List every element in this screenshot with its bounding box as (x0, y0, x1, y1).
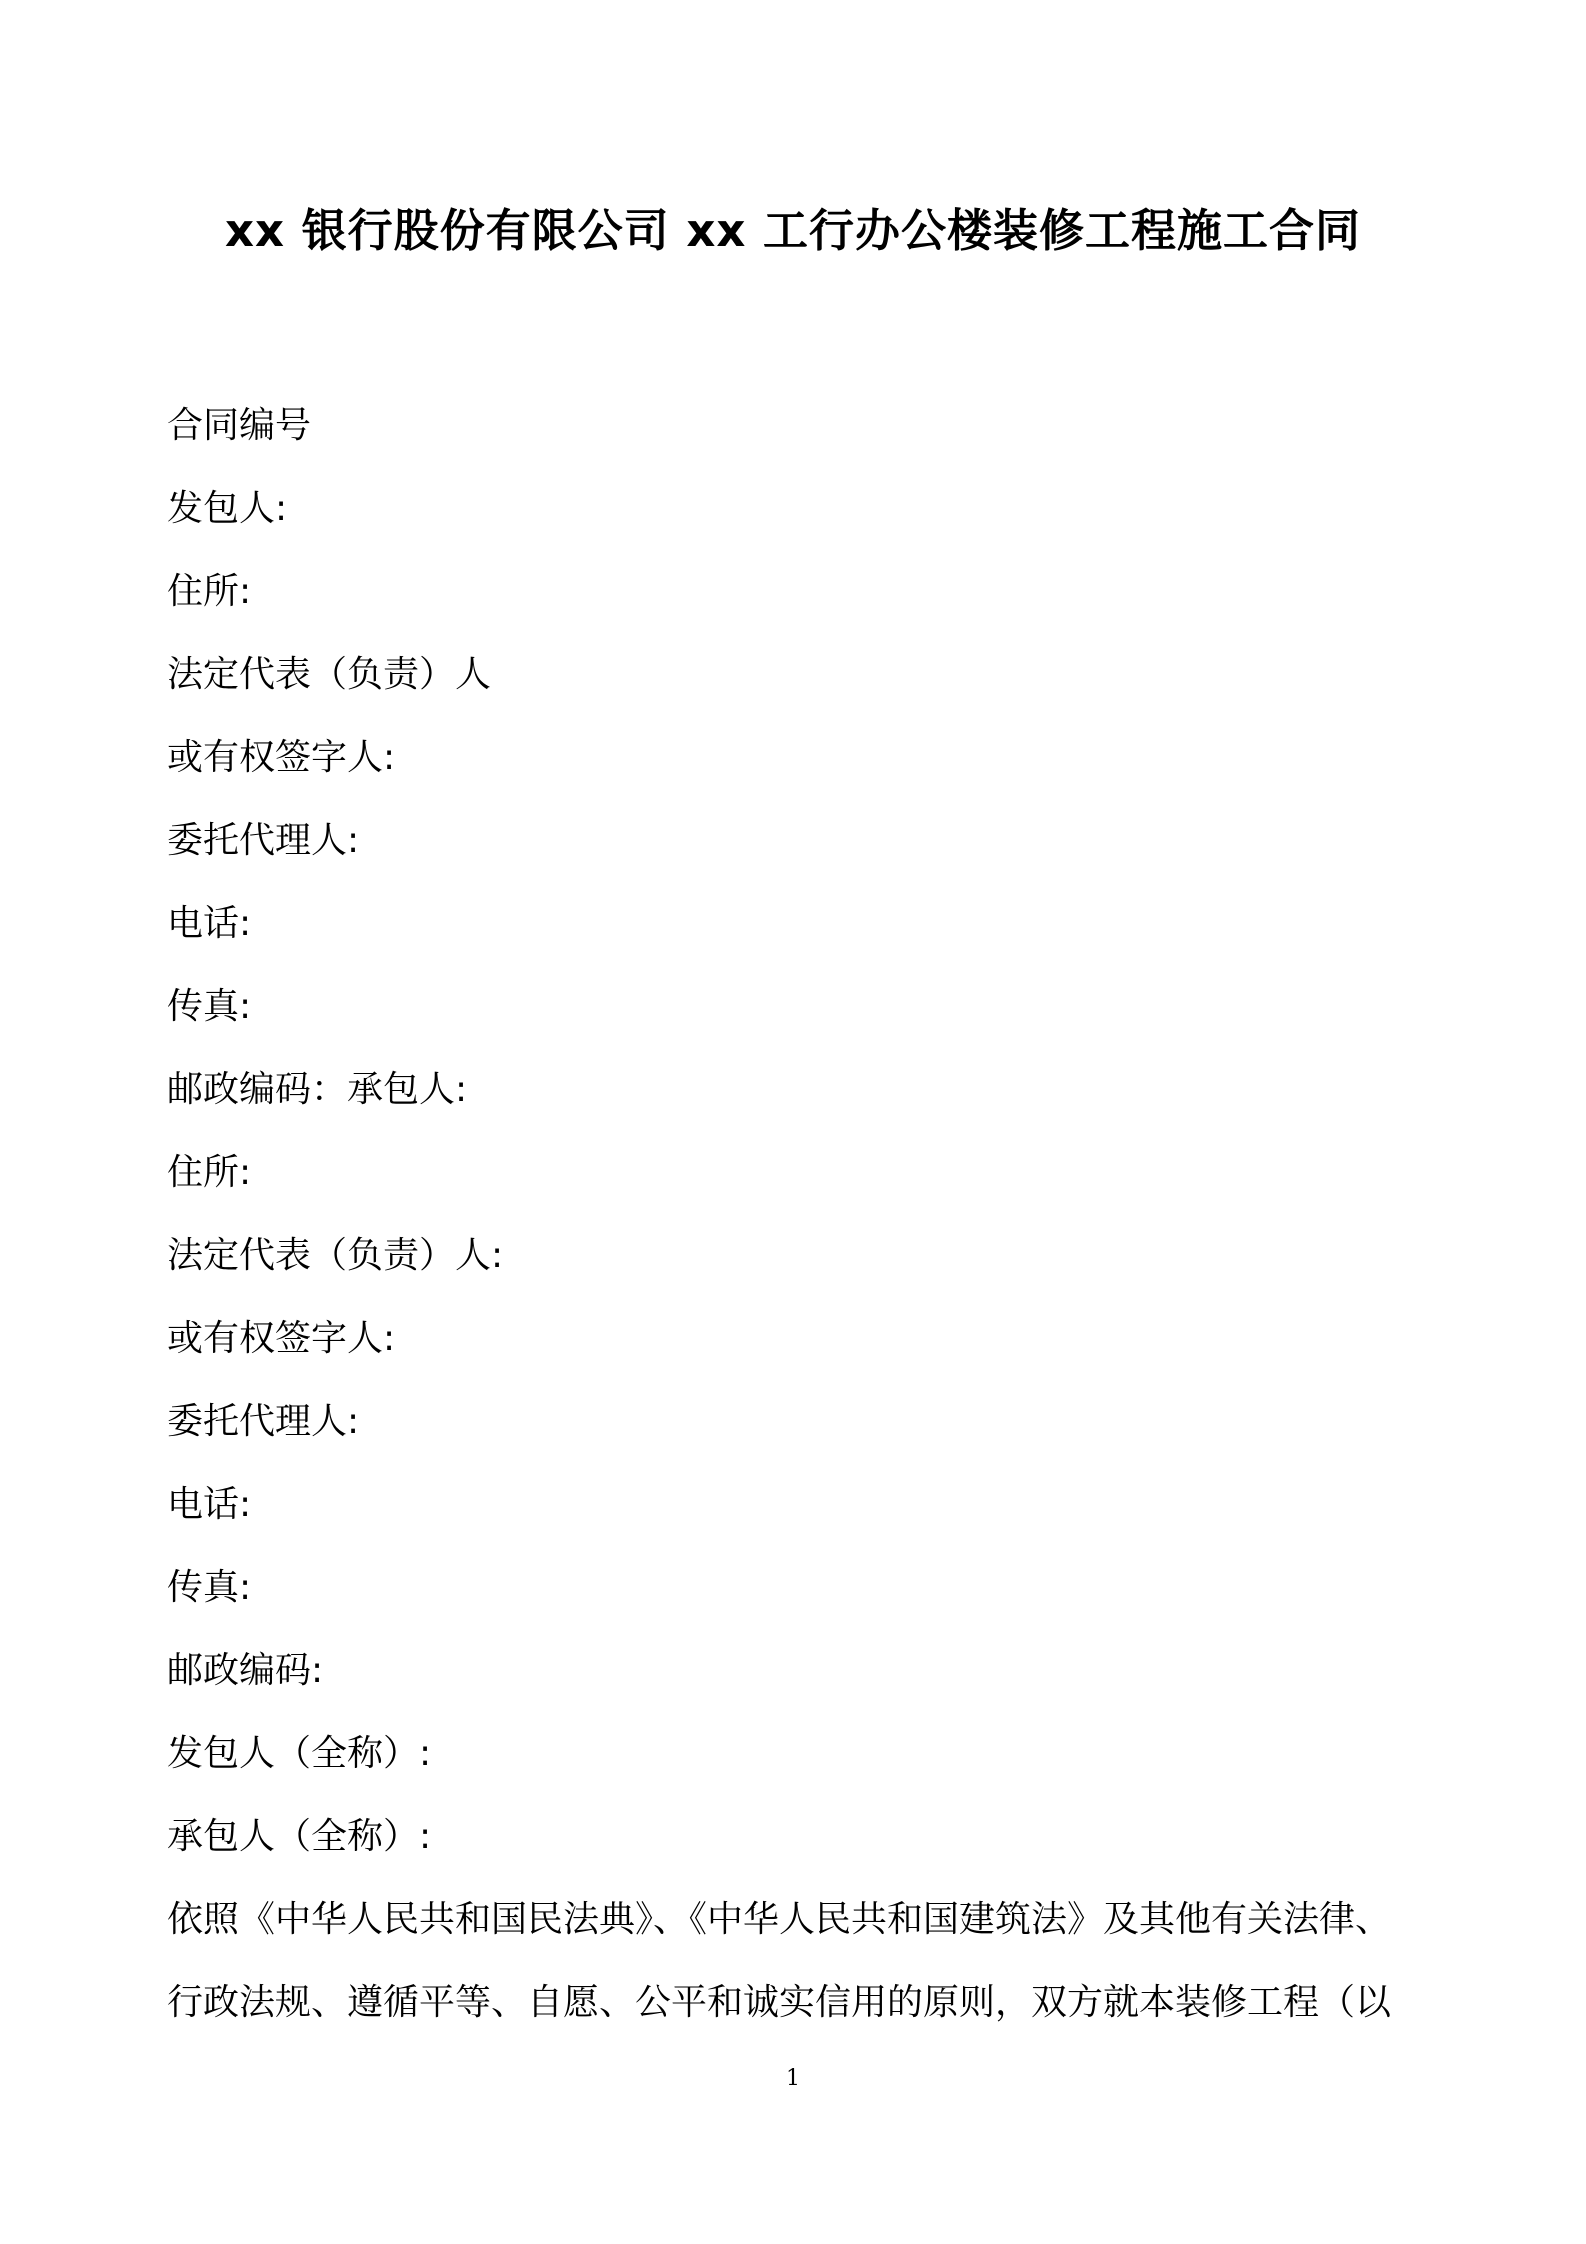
field-employer-fax: 传真: (167, 986, 252, 1027)
field-contractor-postcode: 邮政编码: (167, 1650, 324, 1691)
field-contractor-phone: 电话: (167, 1484, 252, 1525)
field-postcode-and-contractor: 邮政编码：承包人: (167, 1069, 468, 1110)
field-contractor-address: 住所: (167, 1152, 252, 1193)
field-contractor-full-name: 承包人（全称）: (167, 1816, 432, 1857)
field-employer: 发包人: (167, 488, 288, 529)
page-number: 1 (786, 2066, 800, 2091)
field-employer-legal-representative: 法定代表（负责）人 (167, 654, 492, 695)
field-employer-agent: 委托代理人: (167, 820, 360, 861)
field-contract-number: 合同编号 (167, 405, 312, 446)
field-employer-address: 住所: (167, 571, 252, 612)
field-contractor-legal-representative: 法定代表（负责）人: (167, 1235, 504, 1276)
field-contractor-authorized-signatory: 或有权签字人: (167, 1318, 396, 1359)
field-contractor-fax: 传真: (167, 1567, 252, 1608)
document-title: xx 银行股份有限公司 xx 工行办公楼装修工程施工合同 (224, 204, 1362, 257)
document-body (167, 384, 1447, 2044)
paragraph-line-1: 依照《中华人民共和国民法典》、《中华人民共和国建筑法》及其他有关法律、 (167, 1899, 1392, 1940)
field-employer-full-name: 发包人（全称）: (167, 1733, 432, 1774)
field-contractor-agent: 委托代理人: (167, 1401, 360, 1442)
field-employer-phone: 电话: (167, 903, 252, 944)
field-employer-authorized-signatory: 或有权签字人: (167, 737, 396, 778)
paragraph-line-2: 行政法规、遵循平等、自愿、公平和诚实信用的原则，双方就本装修工程（以 (167, 1982, 1392, 2023)
